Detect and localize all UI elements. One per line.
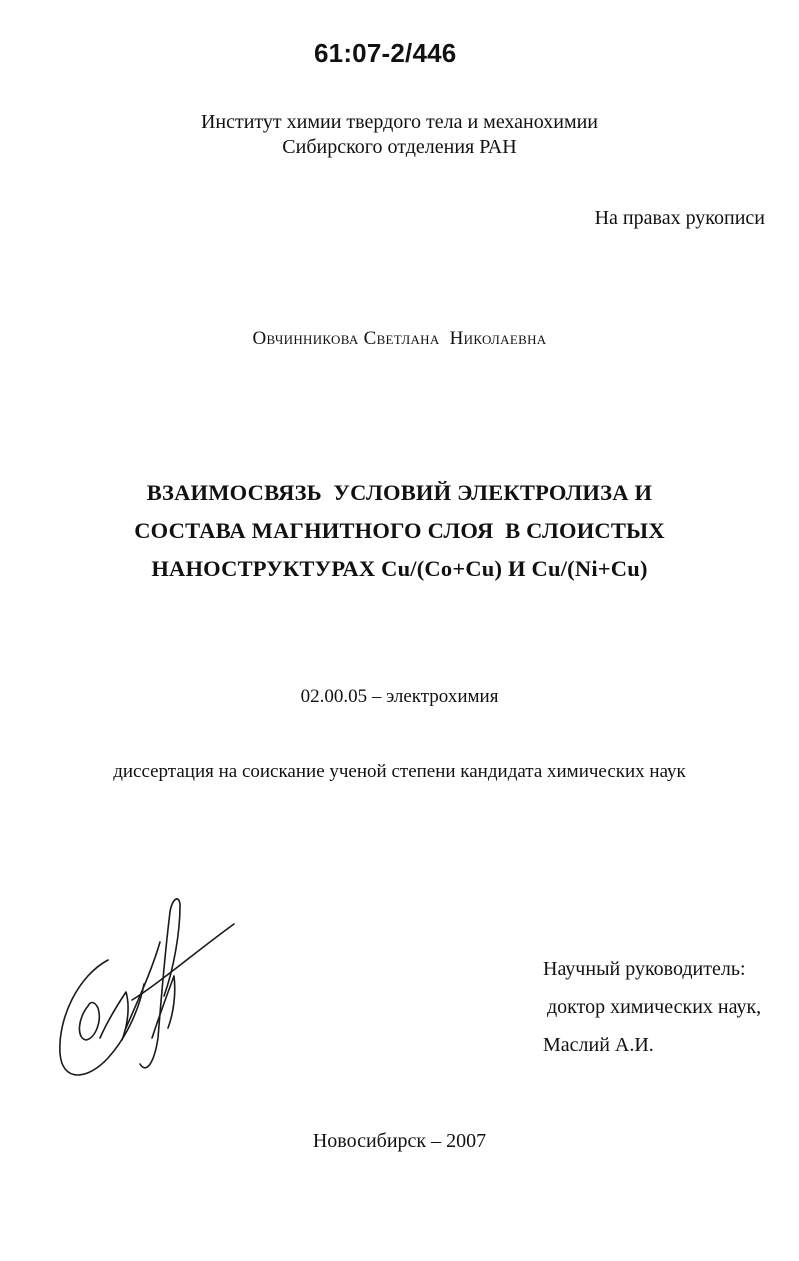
thesis-title-line-3: НАНОСТРУКТУРАХ Cu/(Co+Cu) И Cu/(Ni+Cu) — [151, 556, 648, 581]
institute-line-2: Сибирского отделения РАН — [282, 136, 517, 158]
institute-name — [0, 110, 799, 160]
advisor-role: Научный руководитель: — [543, 958, 746, 980]
advisor-degree: доктор химических наук, — [547, 996, 762, 1018]
thesis-title-line-2: СОСТАВА МАГНИТНОГО СЛОЯ В СЛОИСТЫХ — [134, 518, 665, 543]
author-name: Овчинникова Светлана Николаевна — [252, 328, 547, 349]
handwritten-signature — [48, 888, 248, 1088]
signature-stroke-1 — [100, 992, 128, 1040]
specialty-code: 02.00.05 – электрохимия — [300, 686, 499, 707]
signature-cross-stroke — [132, 924, 234, 1000]
advisor-name: Маслий А.И. — [543, 1034, 654, 1056]
signature-tail — [152, 976, 175, 1038]
signature-letter-a — [79, 1003, 99, 1041]
institute-line-1: Институт химии твердого тела и механохимии — [200, 111, 599, 133]
scientific-advisor — [543, 950, 761, 1064]
thesis-title-line-1: ВЗАИМОСВЯЗЬ УСЛОВИЙ ЭЛЕКТРОЛИЗА И — [146, 480, 653, 505]
thesis-title — [40, 474, 759, 588]
city-year: Новосибирск – 2007 — [312, 1130, 487, 1152]
rights-note: На правах рукописи — [594, 207, 765, 229]
catalog-number: 61:07-2/446 — [314, 38, 457, 68]
degree-statement: диссертация на соискание ученой степени кандидата химических наук — [113, 761, 686, 782]
